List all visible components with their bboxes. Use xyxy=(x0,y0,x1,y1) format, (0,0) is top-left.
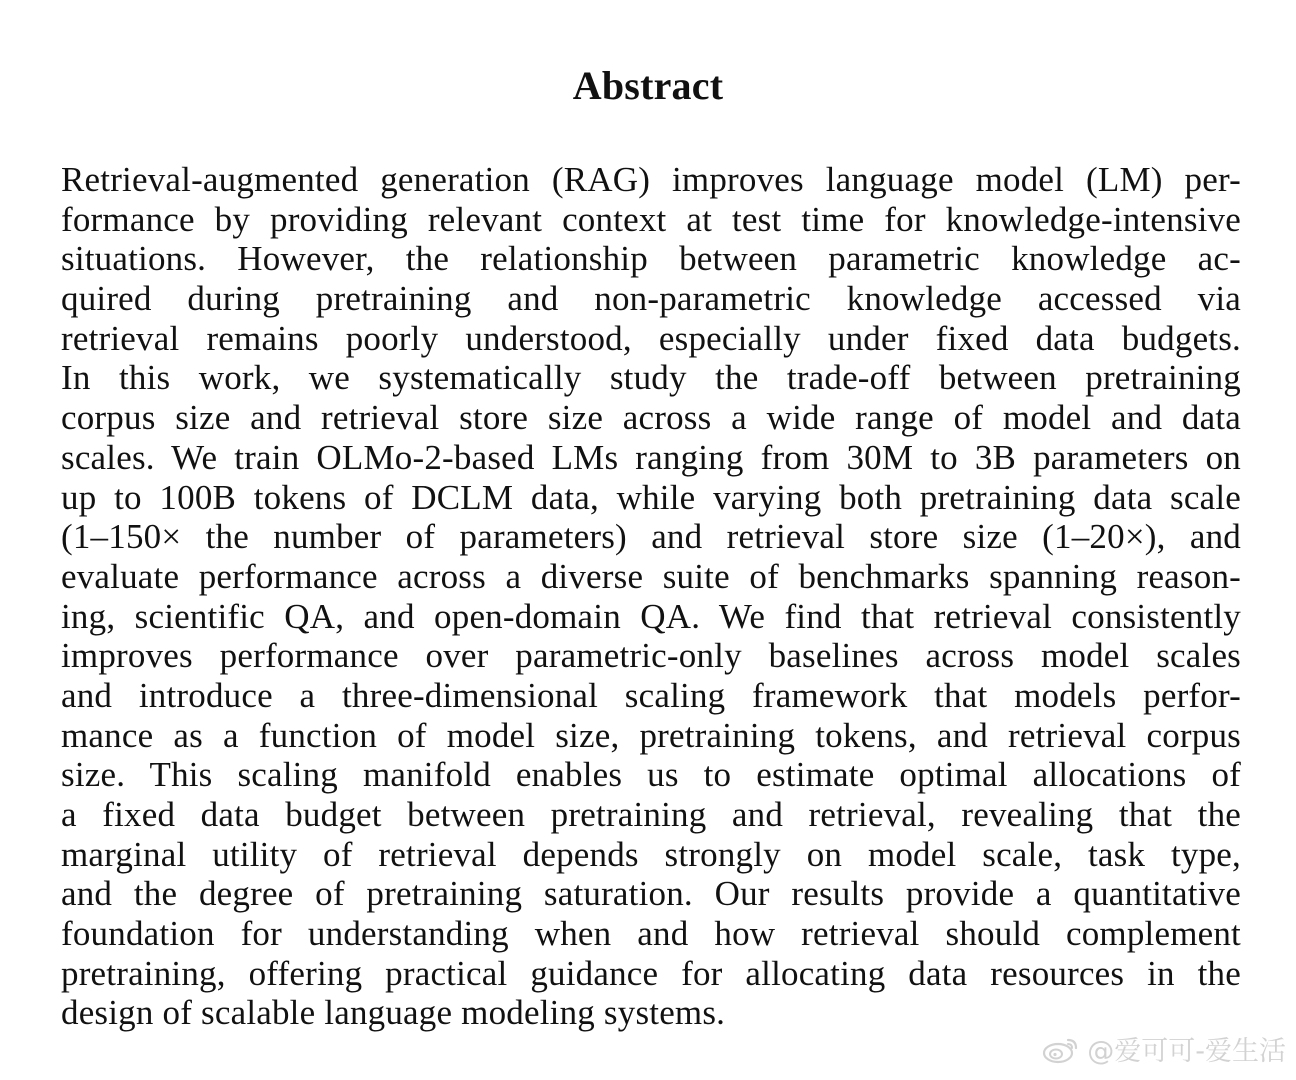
abstract-line: scales. We train OLMo-2-based LMs ranging from 30M to 3B parameters on xyxy=(61,437,1241,477)
abstract-line: In this work, we systematically study the trade-off between pretraining xyxy=(61,358,1241,398)
abstract-line: formance by providing relevant context at test time for knowledge-intensive xyxy=(61,199,1241,239)
abstract-line: retrieval remains poorly understood, especially under fixed data budgets. xyxy=(61,318,1241,358)
abstract-line: corpus size and retrieval store size across a wide range of model and data xyxy=(61,398,1241,438)
abstract-line: improves performance over parametric-only baselines across model scales xyxy=(61,636,1241,676)
weibo-icon xyxy=(1041,1034,1081,1064)
abstract-line: Retrieval-augmented generation (RAG) improves language model (LM) per- xyxy=(61,160,1241,199)
abstract-line: situations. However, the relationship between parametric knowledge ac- xyxy=(61,239,1241,279)
abstract-line: evaluate performance across a diverse suite of benchmarks spanning reason- xyxy=(61,556,1241,596)
abstract-line: up to 100B tokens of DCLM data, while varying both pretraining data scale xyxy=(61,477,1241,517)
abstract-line: quired during pretraining and non-parametric knowledge accessed via xyxy=(61,279,1241,319)
abstract-line: mance as a function of model size, pretraining tokens, and retrieval corpus xyxy=(61,715,1241,755)
abstract-line: size. This scaling manifold enables us to estimate optimal allocations of xyxy=(61,755,1241,795)
abstract-line: foundation for understanding when and how retrieval should complement xyxy=(61,914,1241,954)
watermark-text: @爱可可-爱生活 xyxy=(1087,1036,1286,1067)
abstract-line: a fixed data budget between pretraining and retrieval, revealing that the xyxy=(61,795,1241,834)
abstract-title: Abstract xyxy=(572,63,724,108)
abstract-line: ing, scientific QA, and open-domain QA. We find that retrieval consistently xyxy=(61,596,1241,636)
abstract-body xyxy=(61,160,1241,1033)
abstract-line: pretraining, offering practical guidance for allocating data resources in the xyxy=(61,953,1241,993)
abstract-line: design of scalable language modeling systems. xyxy=(61,993,726,1033)
abstract-line: and introduce a three-dimensional scaling framework that models perfor- xyxy=(61,675,1241,715)
watermark xyxy=(1041,1029,1286,1068)
abstract-line: (1–150× the number of parameters) and retrieval store size (1–20×), and xyxy=(61,517,1241,557)
abstract-line: and the degree of pretraining saturation. Our results provide a quantitative xyxy=(61,874,1241,914)
abstract-line: marginal utility of retrieval depends strongly on model scale, task type, xyxy=(61,834,1241,874)
